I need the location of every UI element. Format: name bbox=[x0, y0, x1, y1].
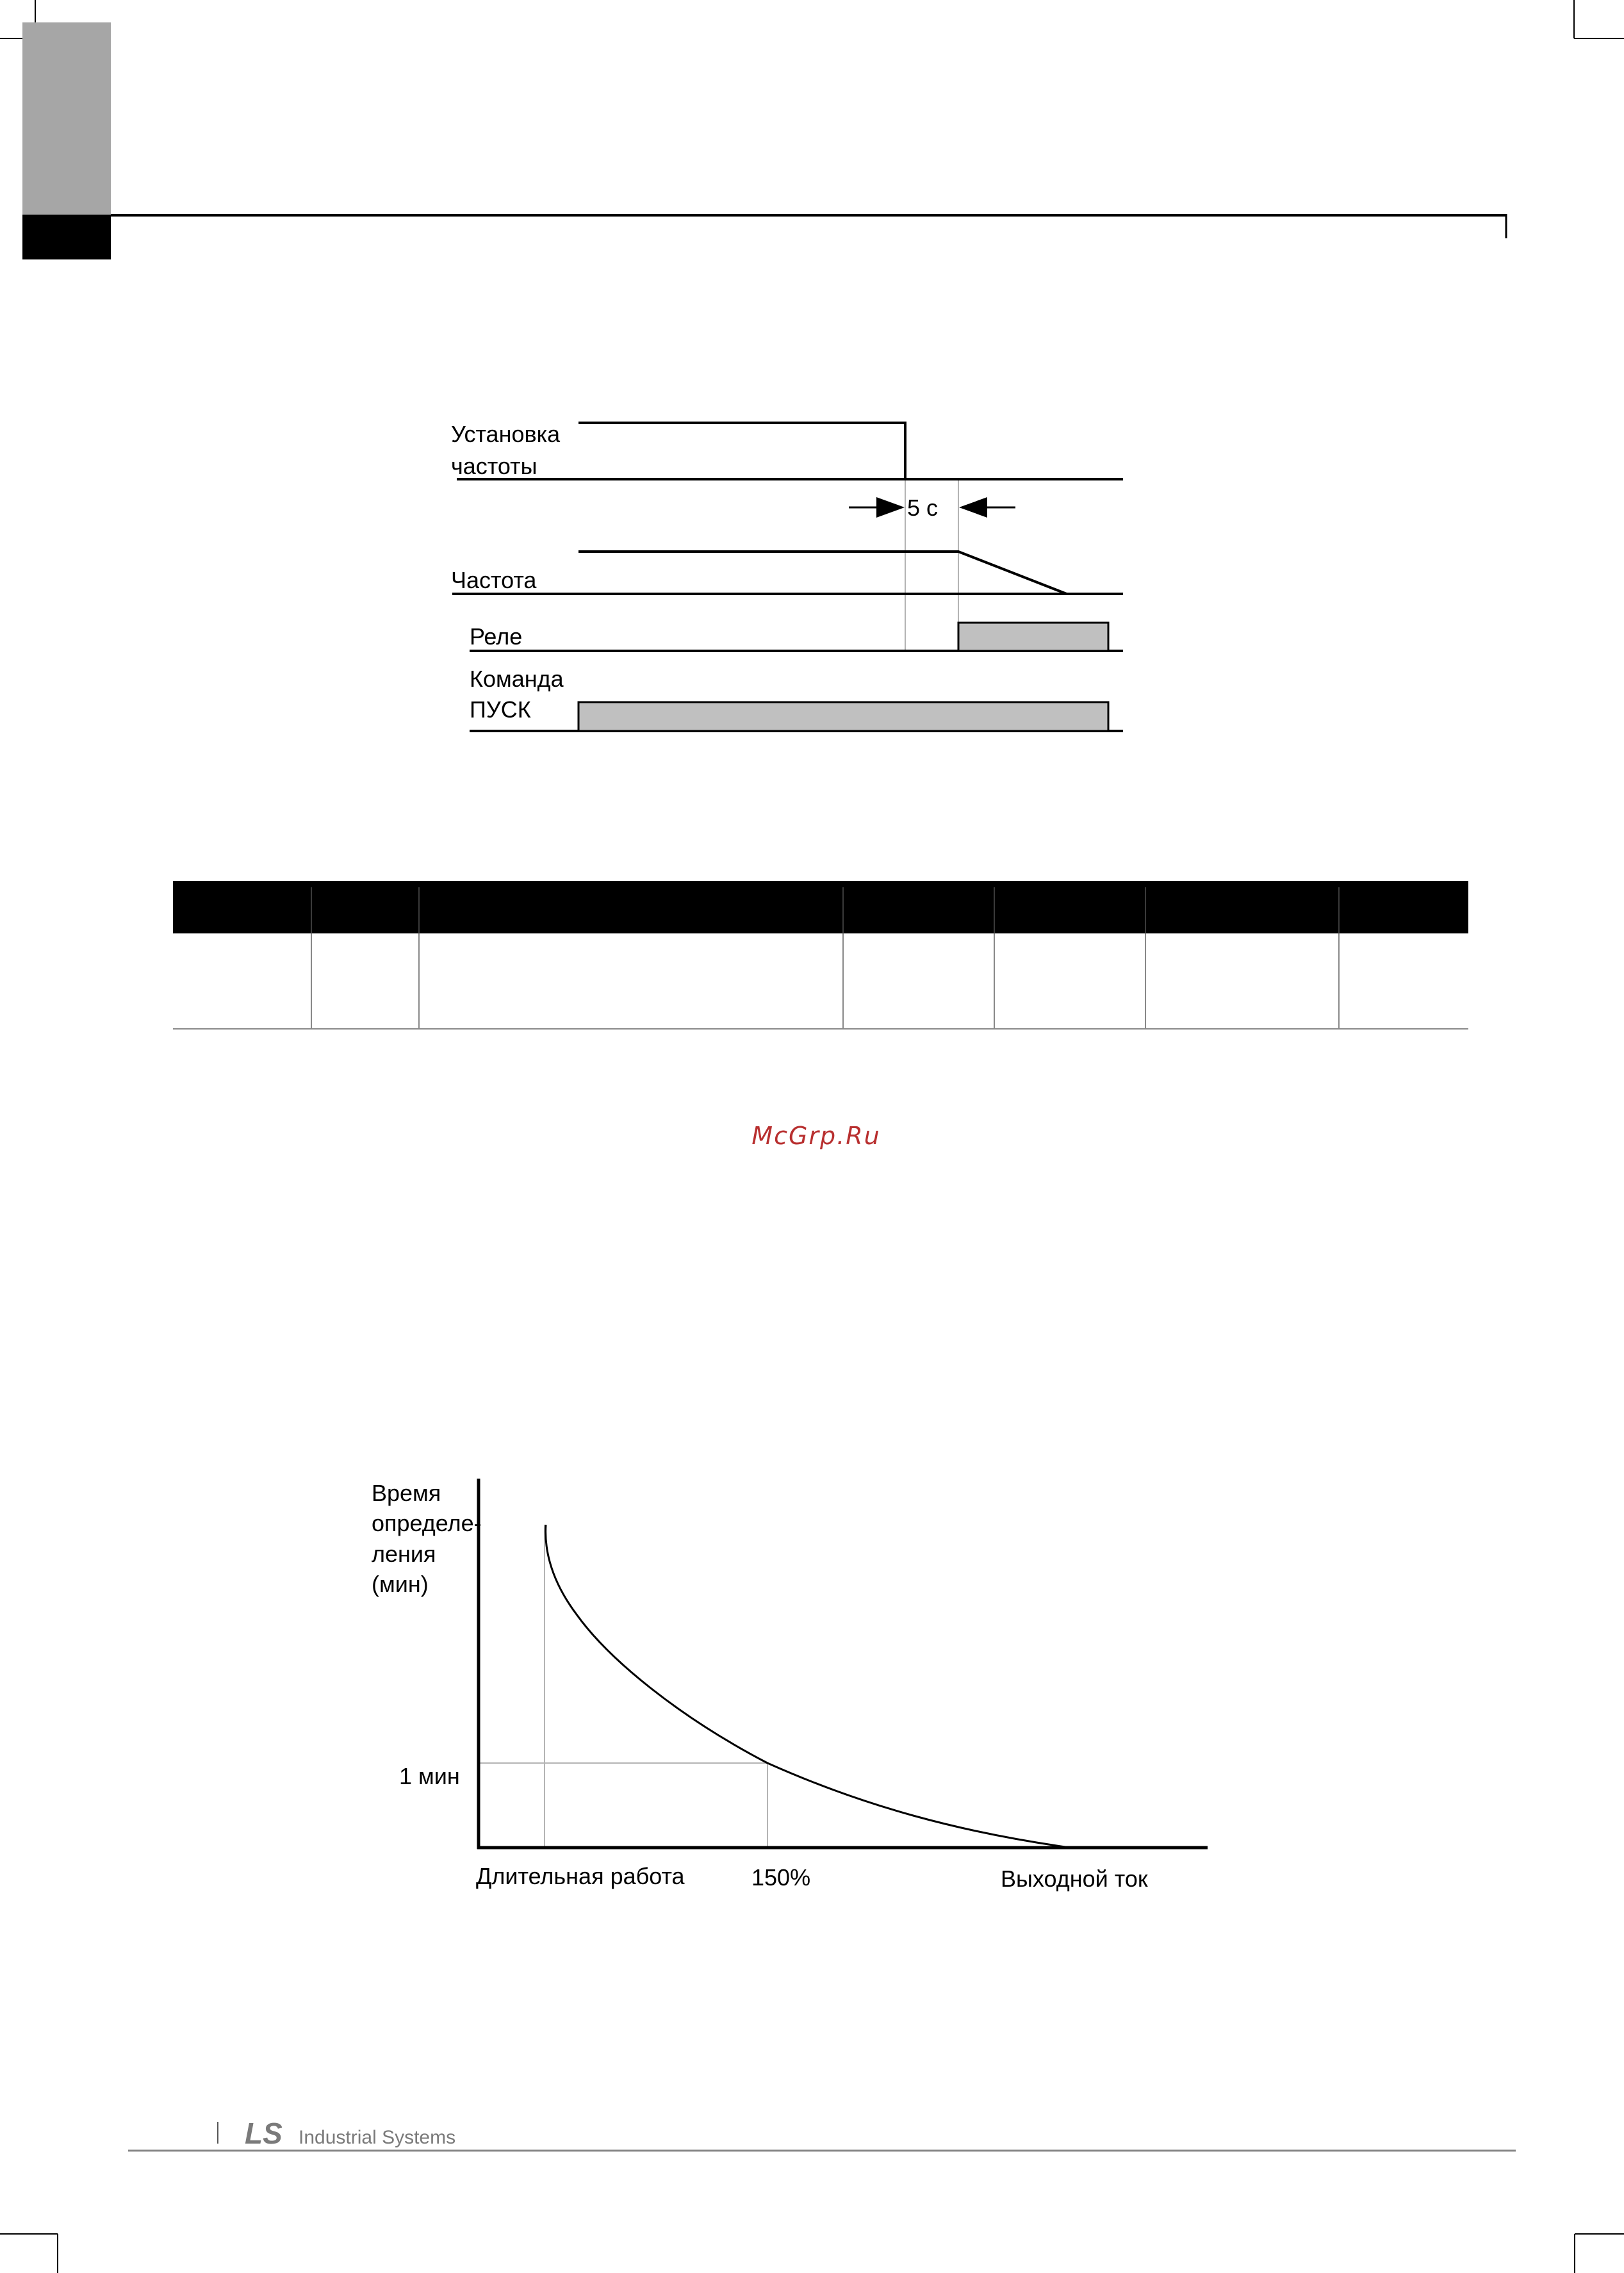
table-row bbox=[173, 933, 1468, 1029]
y-axis-label-4: (мин) bbox=[372, 1571, 429, 1597]
y-axis-label-1: Время bbox=[372, 1480, 441, 1506]
x-tick-150: 150% bbox=[751, 1864, 811, 1891]
delay-label: 5 с bbox=[907, 495, 939, 521]
y-axis-label-2: определе- bbox=[372, 1510, 482, 1536]
frequency-signal bbox=[578, 552, 1067, 594]
relay-pulse bbox=[958, 623, 1108, 651]
x-axis-label: Выходной ток bbox=[1001, 1866, 1148, 1892]
footer bbox=[128, 2117, 1516, 2151]
run-command-label-2: ПУСК bbox=[470, 696, 531, 723]
relay-label: Реле bbox=[470, 623, 523, 650]
freq-setting-label-1: Установка bbox=[451, 421, 561, 447]
brand-name: Industrial Systems bbox=[299, 2127, 456, 2148]
run-command-label-1: Команда bbox=[470, 666, 564, 692]
overload-curve bbox=[546, 1525, 1070, 1848]
header-tab-gray bbox=[22, 22, 111, 215]
run-command-pulse bbox=[578, 702, 1108, 731]
brand-logo: LS bbox=[245, 2117, 283, 2150]
y-tick-1min: 1 мин bbox=[399, 1763, 460, 1789]
table-header bbox=[173, 881, 1468, 933]
frequency-label: Частота bbox=[451, 567, 537, 593]
y-axis-label-3: ления bbox=[372, 1541, 436, 1567]
freq-setting-label-2: частоты bbox=[451, 453, 537, 479]
left-arrow-icon bbox=[959, 497, 987, 518]
x-tick-continuous: Длительная работа bbox=[476, 1863, 685, 1889]
freq-setting-signal bbox=[578, 423, 905, 479]
right-arrow-icon bbox=[876, 497, 905, 518]
watermark: McGrp.Ru bbox=[751, 1122, 881, 1150]
parameter-table bbox=[173, 881, 1468, 1029]
overload-graph bbox=[477, 1479, 1208, 1849]
header-tab-black bbox=[22, 215, 111, 259]
